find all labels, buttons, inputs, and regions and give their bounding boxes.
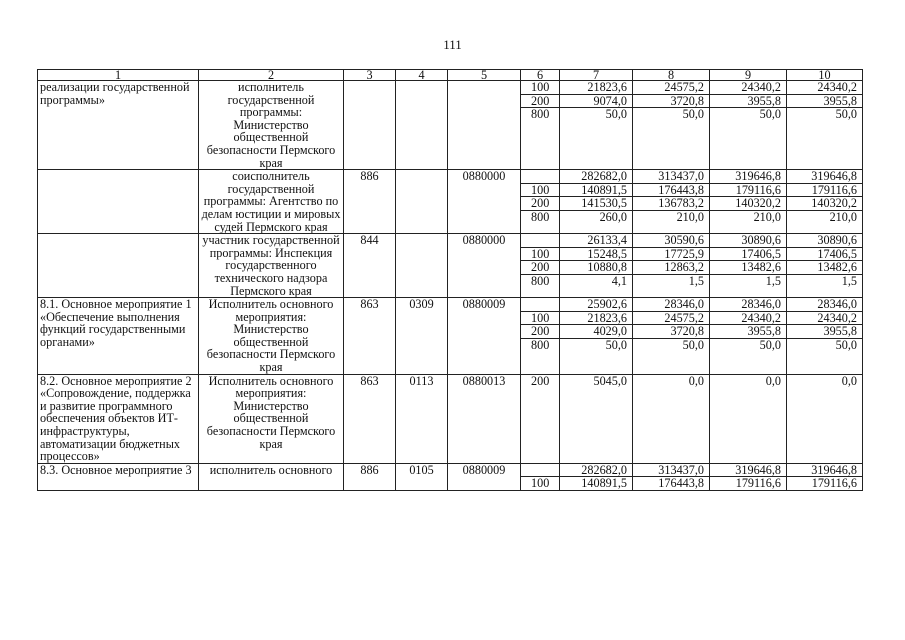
amount-col8-cell (633, 463, 710, 490)
program-item-cell: 8.2. Основное мероприятие 2 «Сопровождение, поддержка и развитие программного обеспечения объектов ИТ-инфраструктуры, автоматизации бюджетных процессов» (38, 374, 199, 463)
amount-line: 28346,0 (787, 298, 862, 312)
amount-line: 26133,4 (560, 234, 632, 248)
expense-type-cell (521, 81, 560, 170)
amount-line: 17725,9 (633, 248, 709, 262)
expense-type-line (521, 464, 559, 478)
amount-line: 24575,2 (633, 312, 709, 326)
expense-type-line: 200 (521, 95, 559, 109)
amount-col10-cell (787, 463, 863, 490)
amount-line: 50,0 (835, 107, 857, 122)
target-article-cell: 0880000 (448, 234, 521, 298)
header-cell: 6 (521, 70, 560, 81)
expense-type-line (521, 170, 559, 184)
program-item-cell: 8.1. Основное мероприятие 1 «Обеспечение выполнения функций государственными органами» (38, 298, 199, 375)
amount-line: 210,0 (676, 209, 704, 224)
admin-code-cell: 863 (344, 298, 396, 375)
amount-line: 319646,8 (787, 464, 862, 478)
amount-line: 28346,0 (710, 298, 786, 312)
section-code-cell (396, 81, 448, 170)
table-row (38, 234, 863, 298)
table-row (38, 374, 863, 463)
section-code-cell (396, 234, 448, 298)
executor-cell: исполнитель государственной программы: Министерство общественной безопасности Пермского края (199, 81, 344, 170)
amount-line: 140320,2 (710, 197, 786, 211)
header-row (38, 70, 863, 81)
amount-line: 21823,6 (560, 81, 632, 95)
admin-code-cell: 886 (344, 463, 396, 490)
amount-line: 50,0 (835, 337, 857, 352)
amount-col7-cell (560, 298, 633, 375)
amount-col7-cell (560, 463, 633, 490)
amount-col9-cell (710, 81, 787, 170)
header-cell: 4 (396, 70, 448, 81)
expense-type-cell (521, 374, 560, 463)
header-cell: 3 (344, 70, 396, 81)
expense-type-line: 200 (521, 197, 559, 211)
amount-line: 30590,6 (633, 234, 709, 248)
budget-table (37, 69, 863, 491)
executor-cell: Исполнитель основного мероприятия: Министерство общественной безопасности Пермского края (199, 374, 344, 463)
amount-line: 9074,0 (560, 95, 632, 109)
amount-line: 13482,6 (787, 261, 862, 275)
program-item-cell (38, 170, 199, 234)
amount-line: 3720,8 (633, 325, 709, 339)
amount-line: 179116,6 (735, 476, 781, 491)
amount-line: 28346,0 (633, 298, 709, 312)
amount-col7-cell (560, 170, 633, 234)
amount-line: 282682,0 (560, 170, 632, 184)
header-cell: 7 (560, 70, 633, 81)
amount-line: 30890,6 (710, 234, 786, 248)
amount-line: 4,1 (611, 273, 627, 288)
amount-line: 319646,8 (787, 170, 862, 184)
amount-line: 24340,2 (710, 81, 786, 95)
section-code-cell: 0105 (396, 463, 448, 490)
header-cell: 10 (787, 70, 863, 81)
expense-type-line: 800 (531, 337, 550, 352)
section-code-cell: 0113 (396, 374, 448, 463)
target-article-cell (448, 81, 521, 170)
amount-line: 313437,0 (633, 170, 709, 184)
amount-line: 0,0 (688, 374, 704, 388)
amount-col7-cell (560, 374, 633, 463)
section-code-cell (396, 170, 448, 234)
header-cell: 8 (633, 70, 710, 81)
amount-line: 24575,2 (633, 81, 709, 95)
target-article-cell: 0880000 (448, 170, 521, 234)
page-number: 111 (443, 37, 462, 52)
amount-line: 24340,2 (787, 81, 862, 95)
amount-line: 140320,2 (787, 197, 862, 211)
program-item-cell: 8.3. Основное мероприятие 3 (38, 463, 199, 490)
amount-line: 25902,6 (560, 298, 632, 312)
table-row (38, 170, 863, 234)
amount-line: 1,5 (841, 273, 857, 288)
expense-type-line (521, 234, 559, 248)
expense-type-cell (521, 298, 560, 375)
program-item-cell (38, 234, 199, 298)
amount-col8-cell (633, 81, 710, 170)
amount-line: 50,0 (759, 337, 781, 352)
expense-type-cell (521, 170, 560, 234)
amount-line: 15248,5 (560, 248, 632, 262)
program-item-cell: реализации государственной программы» (38, 81, 199, 170)
expense-type-cell (521, 463, 560, 490)
amount-line: 17406,5 (787, 248, 862, 262)
amount-line: 24340,2 (710, 312, 786, 326)
executor-cell: участник государственной программы: Инспекция государственного технического надзора Пермского края (199, 234, 344, 298)
header-cell: 1 (38, 70, 199, 81)
expense-type-line: 200 (521, 325, 559, 339)
executor-cell: Исполнитель основного мероприятия: Министерство общественной безопасности Пермского края (199, 298, 344, 375)
amount-line: 179116,6 (811, 476, 857, 491)
target-article-cell: 0880009 (448, 298, 521, 375)
amount-line: 24340,2 (787, 312, 862, 326)
table-row (38, 81, 863, 170)
amount-col9-cell (710, 170, 787, 234)
amount-line: 50,0 (605, 337, 627, 352)
amount-line: 17406,5 (710, 248, 786, 262)
expense-type-line (521, 298, 559, 312)
amount-line: 282682,0 (560, 464, 632, 478)
expense-type-line: 100 (531, 476, 550, 491)
amount-line: 3955,8 (787, 325, 862, 339)
amount-line: 210,0 (829, 209, 857, 224)
amount-line: 30890,6 (787, 234, 862, 248)
expense-type-line: 800 (531, 107, 550, 122)
target-article-cell: 0880013 (448, 374, 521, 463)
executor-cell: исполнитель основного (199, 463, 344, 490)
target-article-cell: 0880009 (448, 463, 521, 490)
amount-col10-cell (787, 170, 863, 234)
executor-cell: соисполнитель государственной программы: Агентство по делам юстиции и мировых судей Пермского края (199, 170, 344, 234)
amount-line: 0,0 (765, 374, 781, 388)
amount-line: 176443,8 (633, 184, 709, 198)
expense-type-line: 100 (521, 312, 559, 326)
amount-line: 1,5 (765, 273, 781, 288)
amount-col9-cell (710, 374, 787, 463)
expense-type-line: 100 (521, 81, 559, 95)
amount-line: 1,5 (688, 273, 704, 288)
expense-type-line: 800 (531, 273, 550, 288)
amount-line: 21823,6 (560, 312, 632, 326)
amount-line: 50,0 (682, 107, 704, 122)
amount-col10-cell (787, 234, 863, 298)
header-cell: 2 (199, 70, 344, 81)
amount-line: 319646,8 (710, 170, 786, 184)
expense-type-cell (521, 234, 560, 298)
amount-line: 4029,0 (560, 325, 632, 339)
amount-line: 13482,6 (710, 261, 786, 275)
header-cell: 5 (448, 70, 521, 81)
amount-col10-cell (787, 374, 863, 463)
admin-code-cell (344, 81, 396, 170)
amount-col8-cell (633, 298, 710, 375)
admin-code-cell: 863 (344, 374, 396, 463)
admin-code-cell: 886 (344, 170, 396, 234)
expense-type-line: 200 (521, 261, 559, 275)
amount-col9-cell (710, 463, 787, 490)
expense-type-line: 800 (531, 209, 550, 224)
amount-line: 136783,2 (633, 197, 709, 211)
amount-col7-cell (560, 234, 633, 298)
amount-line: 176443,8 (658, 476, 704, 491)
amount-col7-cell (560, 81, 633, 170)
amount-line: 5045,0 (593, 374, 627, 388)
amount-line: 50,0 (759, 107, 781, 122)
amount-line: 3955,8 (710, 95, 786, 109)
amount-line: 3955,8 (710, 325, 786, 339)
amount-line: 0,0 (841, 374, 857, 388)
expense-type-line: 200 (531, 374, 550, 388)
amount-line: 210,0 (753, 209, 781, 224)
amount-line: 10880,8 (560, 261, 632, 275)
amount-line: 50,0 (605, 107, 627, 122)
amount-line: 179116,6 (787, 184, 862, 198)
amount-line: 50,0 (682, 337, 704, 352)
expense-type-line: 100 (521, 248, 559, 262)
amount-line: 3955,8 (787, 95, 862, 109)
header-cell: 9 (710, 70, 787, 81)
admin-code-cell: 844 (344, 234, 396, 298)
amount-line: 313437,0 (633, 464, 709, 478)
amount-line: 319646,8 (710, 464, 786, 478)
amount-line: 141530,5 (560, 197, 632, 211)
amount-col10-cell (787, 81, 863, 170)
amount-col10-cell (787, 298, 863, 375)
amount-col8-cell (633, 374, 710, 463)
section-code-cell: 0309 (396, 298, 448, 375)
table-row (38, 463, 863, 490)
amount-col8-cell (633, 234, 710, 298)
table-row (38, 298, 863, 375)
amount-col8-cell (633, 170, 710, 234)
amount-line: 140891,5 (560, 184, 632, 198)
amount-line: 260,0 (599, 209, 627, 224)
amount-line: 140891,5 (581, 476, 627, 491)
amount-line: 3720,8 (633, 95, 709, 109)
amount-line: 179116,6 (710, 184, 786, 198)
amount-col9-cell (710, 298, 787, 375)
expense-type-line: 100 (521, 184, 559, 198)
amount-col9-cell (710, 234, 787, 298)
amount-line: 12863,2 (633, 261, 709, 275)
